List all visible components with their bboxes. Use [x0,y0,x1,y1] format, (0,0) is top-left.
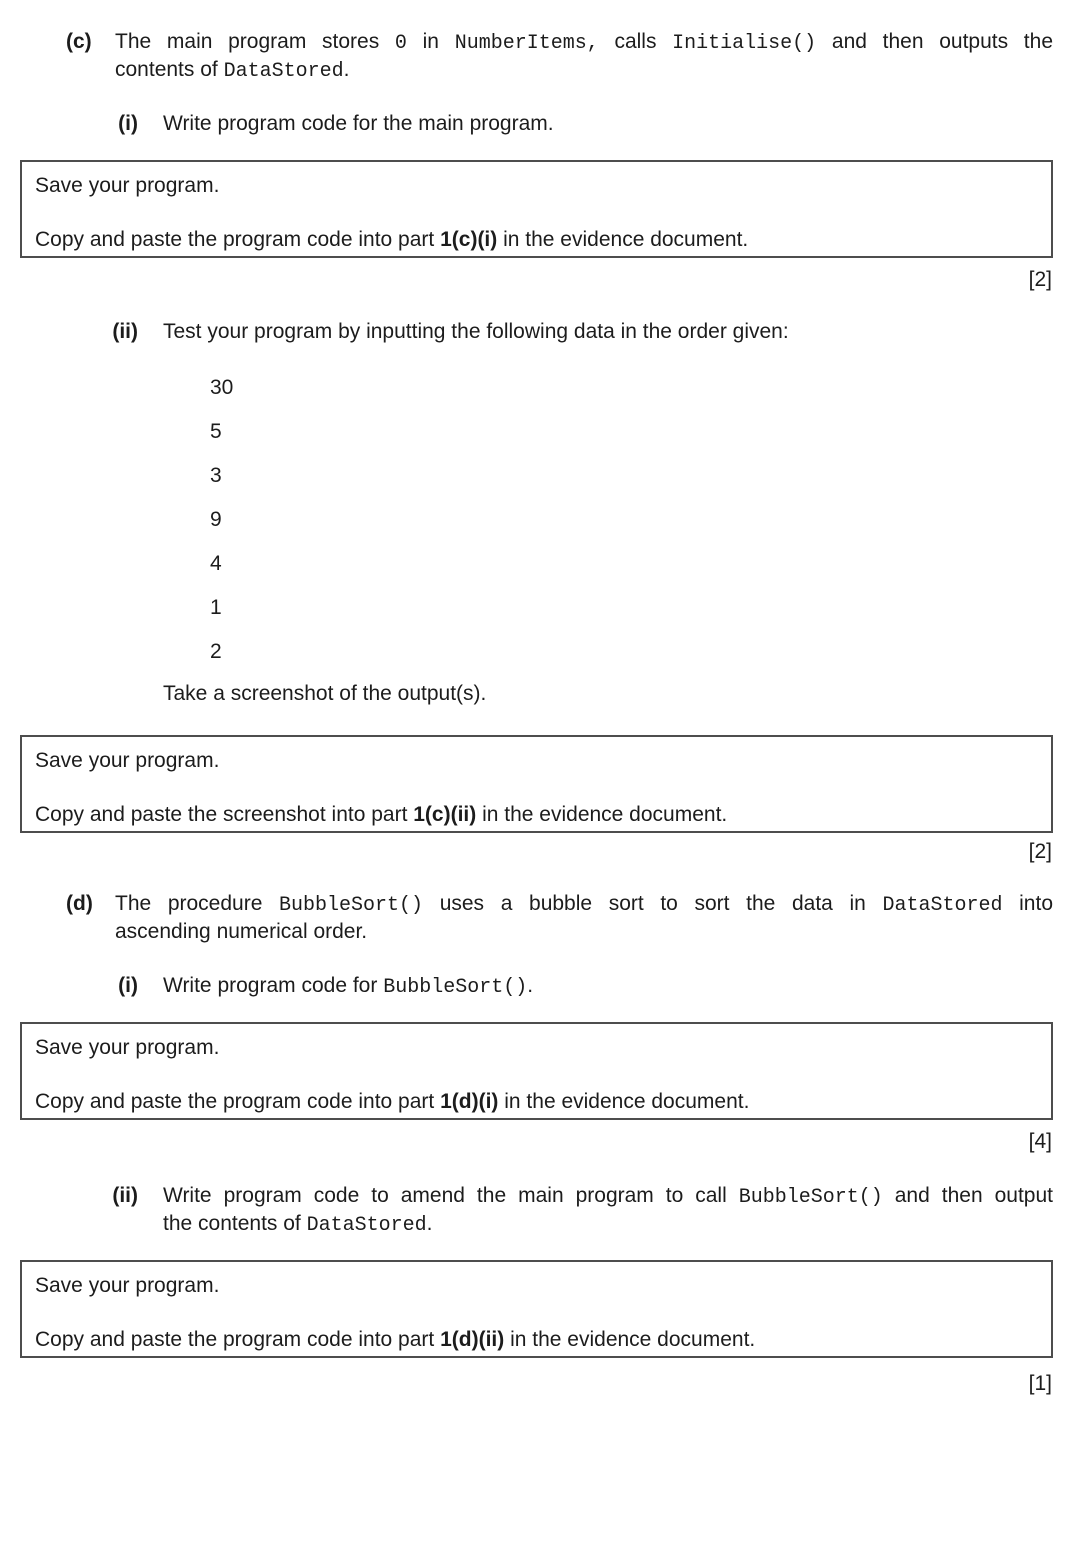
save-instruction: Save your program. [35,1274,220,1297]
copy-paste-instruction [35,801,727,829]
input-value: 30 [210,376,234,399]
part-reference: 1(d)(i) [440,1090,499,1113]
text-segment: . [343,58,350,81]
code-token-bubblesort: BubbleSort() [383,976,528,999]
part-c-i-question: Write program code for the main program. [163,112,554,135]
code-token-bubblesort: BubbleSort() [738,1186,883,1209]
text-segment: into [1002,892,1053,915]
text-segment: ascending numerical order. [115,920,368,943]
text-segment: The procedure [115,892,280,915]
instruction-box-d-ii [20,1260,1053,1358]
code-token-bubblesort: BubbleSort() [279,894,424,917]
text-segment: the contents of [163,1212,307,1235]
text-segment: calls [598,30,673,53]
input-value: 5 [210,420,222,443]
part-d-intro-line2 [115,918,1053,946]
text-segment: Copy and paste the program code into part [35,228,441,251]
text-segment: Copy and paste the program code into part [35,1328,441,1351]
text-segment: in [406,30,455,53]
text-segment: and then outputs the [816,30,1053,53]
part-c-ii-label: (ii) [112,320,138,343]
code-token-zero: 0 [394,32,407,55]
part-d-label: (d) [66,892,93,915]
instruction-box-c-ii [20,735,1053,833]
text-segment: The main program stores [115,30,395,53]
text-segment: in the evidence document. [504,1328,756,1351]
part-c-label: (c) [66,30,92,53]
copy-paste-instruction [35,1326,755,1354]
text-segment: contents of [115,58,224,81]
part-d-ii-label: (ii) [112,1184,138,1207]
screenshot-note: Take a screenshot of the output(s). [163,682,487,705]
marks-c-ii: [2] [1028,840,1052,863]
part-d-intro-line1 [115,890,1053,918]
save-instruction: Save your program. [35,1036,220,1059]
save-instruction: Save your program. [35,174,220,197]
part-d-ii-question-line2 [163,1210,1053,1238]
text-segment: Write program code to amend the main program to call [163,1184,739,1207]
part-c-i-label: (i) [118,112,138,135]
copy-paste-instruction [35,226,748,254]
part-reference: 1(d)(ii) [440,1328,505,1351]
part-reference: 1(c)(ii) [413,803,477,826]
input-value: 3 [210,464,222,487]
input-value: 9 [210,508,222,531]
text-segment: in the evidence document. [476,803,728,826]
text-segment: and then output [882,1184,1053,1207]
code-token-numberitems: NumberItems, [454,32,599,55]
part-c-ii-question: Test your program by inputting the following data in the order given: [163,320,789,343]
part-c-intro-line2 [115,56,1053,84]
part-reference: 1(c)(i) [440,228,498,251]
input-value: 1 [210,596,222,619]
part-d-i-label: (i) [118,974,138,997]
instruction-box-c-i [20,160,1053,258]
code-token-initialise: Initialise() [672,32,817,55]
copy-paste-instruction [35,1088,749,1116]
code-token-datastored: DataStored [882,894,1003,917]
marks-d-i: [4] [1028,1130,1052,1153]
part-d-ii-question-line1 [163,1182,1053,1210]
input-value: 2 [210,640,222,663]
code-token-datastored: DataStored [306,1214,427,1237]
part-c-intro-line1 [115,28,1053,56]
text-segment: . [426,1212,433,1235]
text-segment: in the evidence document. [498,1090,750,1113]
code-token-datastored: DataStored [223,60,344,83]
instruction-box-d-i [20,1022,1053,1120]
text-segment: Write program code for [163,974,384,997]
marks-d-ii: [1] [1028,1372,1052,1395]
input-value: 4 [210,552,222,575]
text-segment: uses a bubble sort to sort the data in [423,892,883,915]
text-segment: Copy and paste the program code into part [35,1090,441,1113]
save-instruction: Save your program. [35,749,220,772]
text-segment: . [527,974,534,997]
text-segment: in the evidence document. [497,228,749,251]
part-d-i-question [163,972,533,1000]
text-segment: Copy and paste the screenshot into part [35,803,414,826]
marks-c-i: [2] [1028,268,1052,291]
